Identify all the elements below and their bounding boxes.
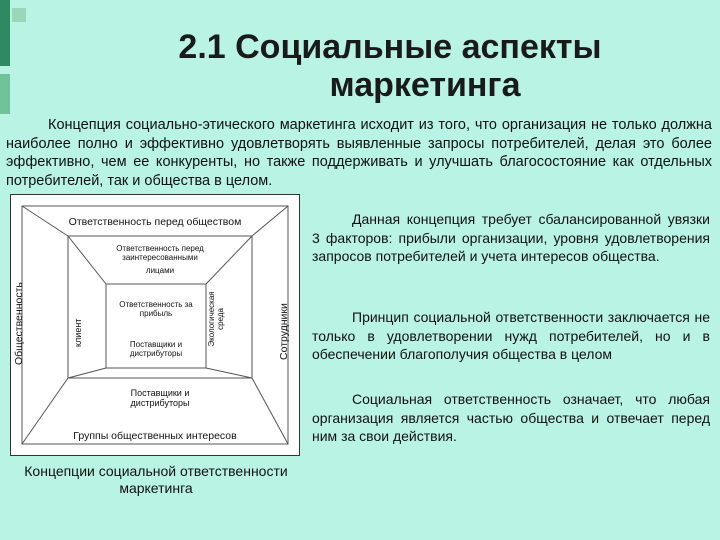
middle-right-label: Экологическая среда [207, 291, 225, 347]
right-paragraph-3: Социальная ответственность означает, что любая организация является частью общества и отвечает перед ним за свои действия. [312, 391, 710, 444]
title-line-1: 2.1 Социальные аспекты [178, 28, 602, 66]
right-paragraph-1: Данная концепция требует сбалансированной увязки 3 факторов: прибыли организации, уровня удовлетворения запросов потребителей и учета интересов общества. [312, 211, 710, 264]
middle-top-label-2: лицами [145, 266, 175, 275]
outer-left-label: Общественность [13, 282, 25, 365]
middle-top-label: Ответственность перед заинтересованными [116, 244, 204, 262]
slide-title [110, 28, 670, 104]
decor-bar-bottom [0, 74, 10, 114]
middle-left-label: клиент [73, 318, 83, 347]
outer-bottom-label: Группы общественных интересов [73, 430, 237, 442]
inner-top-label: Ответственность за прибыль [119, 300, 193, 318]
outer-top-label: Ответственность перед обществом [68, 216, 242, 228]
inner-bottom-label: Поставщики и дистрибуторы [129, 340, 183, 358]
responsibility-diagram [10, 194, 300, 456]
outer-right-label: Сотрудники [278, 303, 290, 360]
middle-bottom-label: Поставщики и дистрибуторы [130, 388, 190, 408]
right-paragraph-2: Принцип социальной ответственности заключается не только в удовлетворении нужд потребителей, но и в обеспечении благополучия общества в целом [312, 309, 710, 362]
diagram-frame [10, 194, 300, 456]
decor-bar-top [0, 0, 10, 66]
decor-square [12, 8, 26, 22]
title-line-2: маркетинга [329, 66, 521, 104]
intro-paragraph: Концепция социально-этического маркетинга исходит из того, что организация не только должна наиболее полно и эффективно удовлетворять выявленные запросы потребителей, делая это более эффективно, чем ее конкуренты, но также поддерживать и улучшать благосостояние как отдельных потребителей, так и общества в целом. [6, 117, 712, 189]
diagram-caption: Концепции социальной ответственности маркетинга [24, 463, 288, 496]
